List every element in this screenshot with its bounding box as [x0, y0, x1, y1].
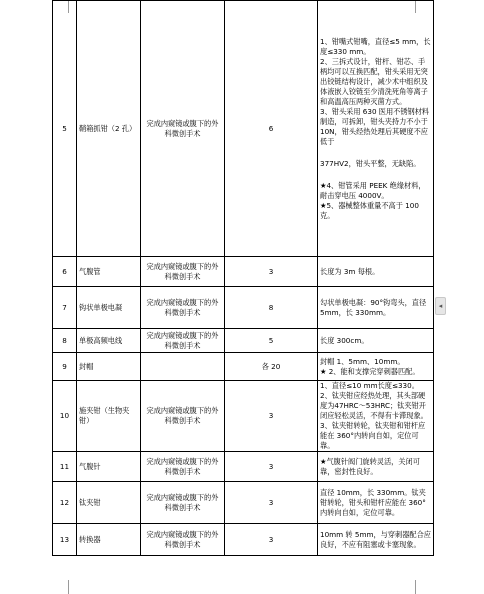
requirements [318, 329, 434, 353]
table-row [53, 452, 434, 482]
quantity: 3 [225, 257, 318, 287]
item-name: 转换器 [77, 524, 141, 556]
requirements [318, 1, 434, 257]
table-row [53, 482, 434, 524]
requirements [318, 257, 434, 287]
item-name: 气腹管 [77, 257, 141, 287]
requirement-line: ★5、器械整体重量不高于 100 克。 [320, 200, 419, 220]
requirement-line: 1、钳嘴式钳嘴，直径≤5 mm，长度≤330 mm。 [320, 36, 431, 56]
requirement-line: ★4、钳管采用 PEEK 绝缘材料，耐击穿电压 4000V。 [320, 180, 426, 200]
row-number: 7 [53, 287, 77, 329]
department-use: 完成内窥镜或腹下的外科微创手术 [141, 287, 225, 329]
requirement-line: ★气腹针阀门旋转灵活，关闭可靠，密封性良好。 [320, 456, 420, 476]
item-name: 封帽 [77, 353, 141, 381]
crop-mark-bottom-left-v [68, 580, 69, 594]
requirement-line: 直径 10mm，长 330mm。钛夹钳转轮，钳头和钳杆应能在 360°内转向自如，定位可靠。 [320, 487, 426, 517]
department-use: 完成内窥镜或腹下的外科微创手术 [141, 452, 225, 482]
table-row [53, 329, 434, 353]
requirements [318, 353, 434, 381]
item-name: 气腹针 [77, 452, 141, 482]
requirement-line: 3、钛夹钳转轮，钛夹钳和钳杆应能在 360°内转向自如，定位可靠。 [320, 421, 426, 450]
row-number: 12 [53, 482, 77, 524]
requirement-line: 长度为 3m 每根。 [320, 266, 380, 276]
requirement-line: 377HV2，钳头平整，无缺陷。 [320, 158, 421, 168]
requirement-line: 10mm 转 5mm，与穿刺器配合应良好，不应有阻塞或卡塞现象。 [320, 529, 431, 549]
row-number: 9 [53, 353, 77, 381]
table-row [53, 257, 434, 287]
quantity: 3 [225, 524, 318, 556]
row-number: 10 [53, 381, 77, 452]
requirement-line: 长度 300cm。 [320, 335, 369, 345]
side-scroll-handle-icon[interactable]: ◂ [435, 297, 446, 315]
requirements [318, 482, 434, 524]
quantity: 各 20 [225, 353, 318, 381]
requirement-line: 1、直径≤10 mm长度≤330。 [320, 381, 419, 390]
item-name: 施夹钳（生物夹钳） [77, 381, 141, 452]
quantity: 3 [225, 482, 318, 524]
crop-mark-bottom-right-v [415, 580, 416, 594]
requirement-line: 2、钛夹钳应经热处理，其头部硬度为47HRC～53HRC；钛夹钳开闭应轻松灵活，不得有卡滞现象。 [320, 391, 428, 420]
requirement-line: 2、三拆式设计，钳杆、钳芯、手柄均可以互换匹配，钳头采用无突出铰链结构设计，减少术中组织及体液嵌入铰链至少清洗死角等离子和高温高压两种灭菌方式。 [320, 56, 428, 106]
table-row [53, 353, 434, 381]
row-number: 8 [53, 329, 77, 353]
department-use: 完成内窥镜或腹下的外科微创手术 [141, 1, 225, 257]
quantity: 8 [225, 287, 318, 329]
quantity: 6 [225, 1, 318, 257]
quantity: 5 [225, 329, 318, 353]
requirements [318, 381, 434, 452]
table-row [53, 524, 434, 556]
department-use [141, 353, 225, 381]
table-row [53, 1, 434, 257]
quantity: 3 [225, 381, 318, 452]
requirement-line: 3、钳头采用 630 医用不锈钢材料制造，可拆卸，钳头夹持力不小于 10N，钳头经热处理后其硬度不应低于 [320, 106, 430, 146]
department-use: 完成内窥镜或腹下的外科微创手术 [141, 257, 225, 287]
department-use: 完成内窥镜或腹下的外科微创手术 [141, 482, 225, 524]
row-number: 13 [53, 524, 77, 556]
row-number: 6 [53, 257, 77, 287]
requirements [318, 452, 434, 482]
item-name: 钛夹钳 [77, 482, 141, 524]
table-row [53, 381, 434, 452]
equipment-spec-table [52, 0, 434, 556]
row-number: 11 [53, 452, 77, 482]
table-row [53, 287, 434, 329]
item-name: 鞘箱抓钳（2 孔） [77, 1, 141, 257]
department-use: 完成内窥镜或腹下的外科微创手术 [141, 381, 225, 452]
row-number: 5 [53, 1, 77, 257]
requirement-line: ★ 2、能和支撑完穿刺器匹配。 [320, 366, 420, 376]
department-use: 完成内窥镜或腹下的外科微创手术 [141, 524, 225, 556]
department-use: 完成内窥镜或腹下的外科微创手术 [141, 329, 225, 353]
item-name: 钩状单极电凝 [77, 287, 141, 329]
requirements [318, 287, 434, 329]
requirement-line: 勾状单极电凝：90°钩弯头，直径 5mm，长 330mm。 [320, 297, 427, 317]
requirement-line: 封帽 1、5mm、10mm。 [320, 356, 405, 366]
requirements [318, 524, 434, 556]
quantity: 3 [225, 452, 318, 482]
item-name: 单极高频电线 [77, 329, 141, 353]
